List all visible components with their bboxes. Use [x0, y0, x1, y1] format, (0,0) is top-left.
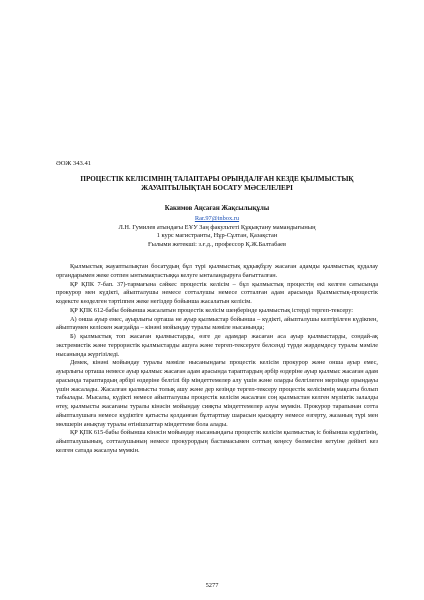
paragraph: А) онша ауыр емес, ауырлығы орташа не ауыр қылмыстар бойынша – күдікті, айыпталушы келтірілген күдікпен, айыптаумен келіскен жағдайда – кінәні мойындау туралы мәміле нысанында;	[56, 315, 378, 332]
author-name: Какимов Аңсаған Жақсылықұлы	[164, 205, 270, 212]
page-number: 5277	[205, 582, 219, 589]
author-affiliation: Л.Н. Гумилев атындағы ЕҰУ Заң факультеті Құқықтану мамандығының	[118, 223, 316, 231]
paragraph: Қылмыстық жауаптылықтан босатудың бұл түрі қылмыстық құқықбұзу жасаған адамды қылмыстық қудалау органдарымен жеке сотпен ынтымақтастыққа келуге ынталандыруға бағытталған.	[56, 263, 378, 279]
author-block	[56, 205, 378, 250]
article-title: ПРОЦЕСТІК КЕЛІСІМНІҢ ТАЛАПТАРЫ ОРЫНДАЛҒАН КЕЗДЕ ҚЫЛМЫСТЫҚ ЖАУАПТЫЛЫҚТАН БОСАТУ МӘСЕЛЕЛЕРІ	[80, 175, 354, 192]
paragraph: ҚР ҚПК 612-бабы бойынша жасалатын процестік келісім шеңберінде қылмыстық істерді тергеп-тексеру:	[70, 306, 354, 314]
paragraph: ҚР ҚПК 615-бабы бойынша кінәсін мойындау нысанындағы процестік келісім қылмыстық іс бойынша күдіктінің, айыпталушының, сотталушының немесе прокурордың бастамасымен соттың кеңесу бөлмесіне кетуіне дейінгі кез келген сатада жасалуы мүмкін.	[56, 429, 378, 454]
author-email-link[interactable]: Rar.97@inbox.ru	[194, 214, 240, 222]
paragraph: Б) қылмыстық топ жасаған қылмыстарды, өзге де адамдар жасаған аса ауыр қылмыстарды, сондай-ақ экстремистік және террористік қылмыстарды ашуға және тергеп-тексеруге белсенді түрде жәрдемдесу туралы мәміле нысанында жүргізіледі.	[56, 333, 378, 358]
supervisor: Ғылыми жетекші: з.ғ.д., профессор Қ.Ж.Балтабаев	[147, 241, 287, 249]
paragraph: ҚР ҚПК 7-бап. 37)-тармағына сәйкес процестік келісім – бұл қылмыстық процестің екі келген сатысында прокурор мен күдікті, айыпталушы немесе сотталушы немесе сотталған адам арасында Қылмыстық-процестік кодексте көзделген тәртіппен жеке негіздер бойынша жасалатын келісім.	[56, 280, 378, 305]
udc-code: ӘОЖ 343.41	[56, 160, 92, 167]
article-body	[56, 263, 378, 456]
author-study: 1 курс магистранты, Нұр-Сұлтан, Қазақстан	[156, 232, 278, 240]
paragraph: Демек, кінәні мойындау туралы мәміле нысанындағы процестік келісім прокурор және онша ауыр емес, ауырлығы орташа немесе ауыр қылмыс жасаған адам арасында тараптардың әрбір өздеріне ауыр қылмыс жасаған адам арасында тараптардың әрбірі өздеріне белгілі бір міндеттемелер алу үшін және оларды белгілеген мерзімде орындауы үшін жасалады. Жасалған қылмысты толық ашу және дер кезінде тергеп-тексеру процестік келісімнің мақсаты болып табылады. Мысалы, күдікті немесе айыпталушы процестік келісім жасалған соң қылмыстан келген мүліктік залалды өтеу, қылмысты жасағаны туралы кінәсін мойындау сияқты міндеттемелер алуы мүмкін. Прокурор тарапынан сотта айыпталушыға немесе күдіктіге қатысты қолданған бұлтартпау шарасын қысқарту немесе өзгерту, жазаның түрі мен мөлшерін анықтау туралы өтінішхаттар міндеттеме бола алады.	[56, 359, 378, 428]
